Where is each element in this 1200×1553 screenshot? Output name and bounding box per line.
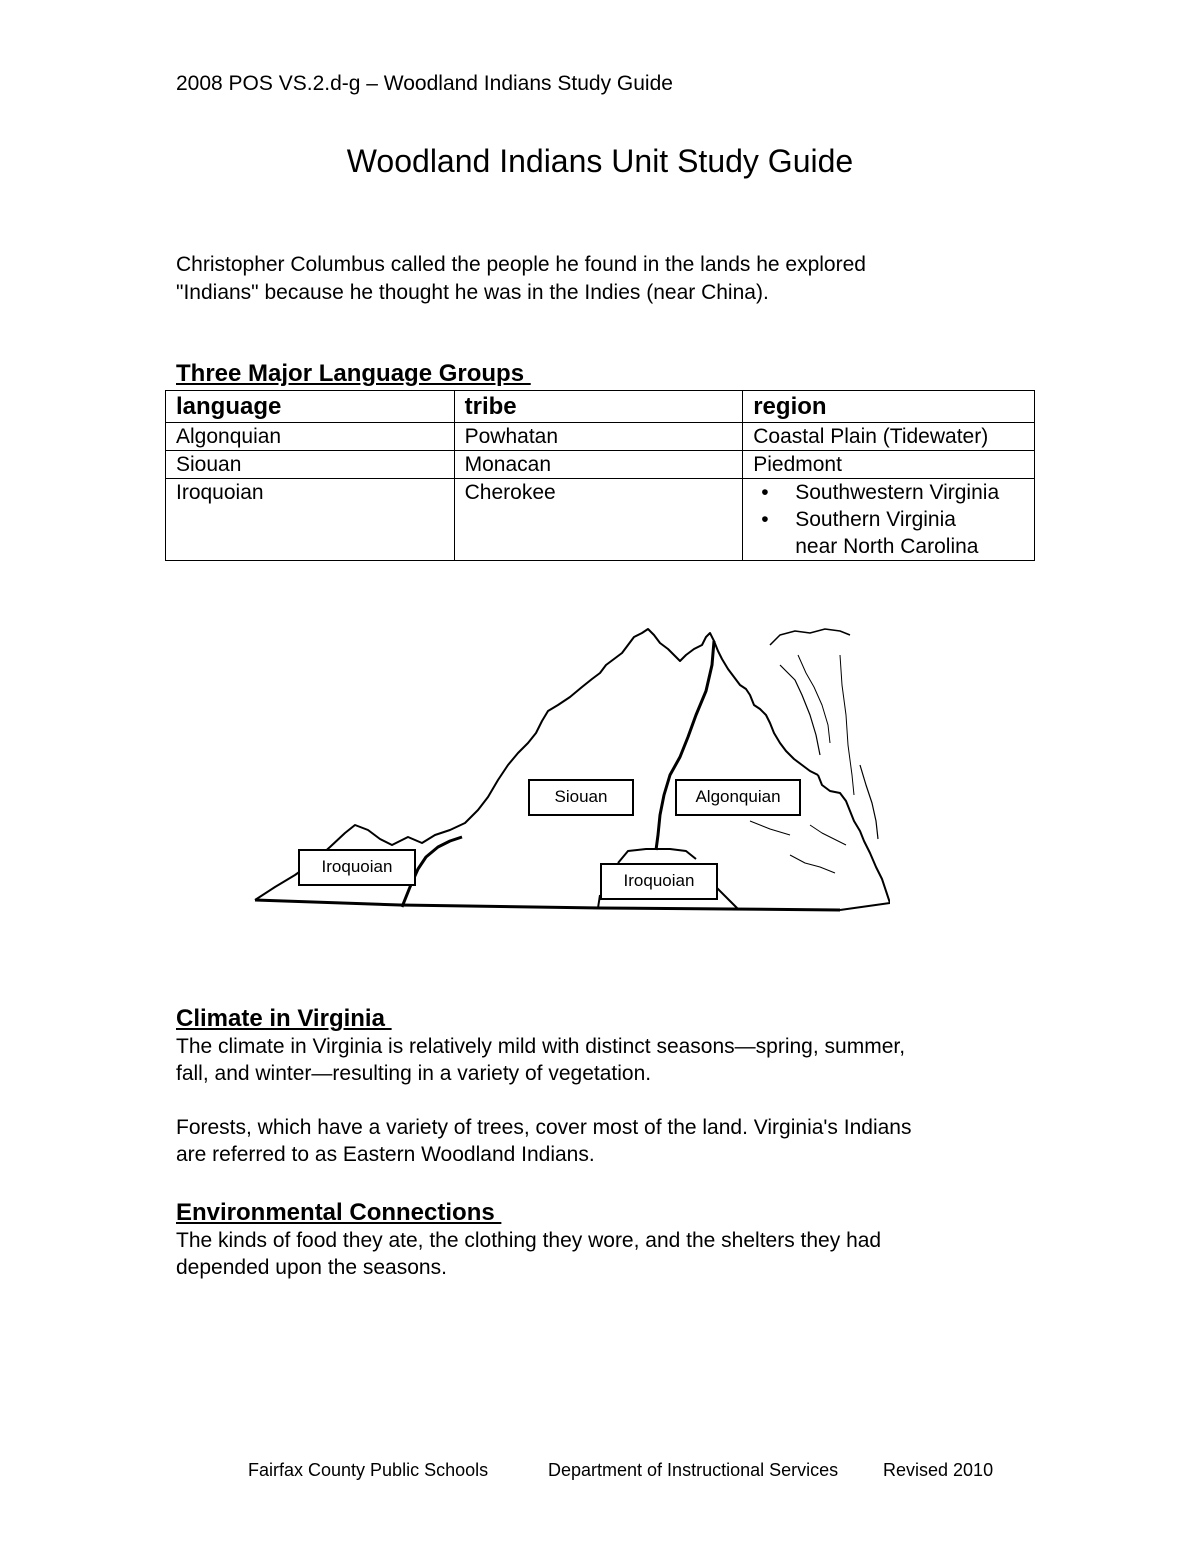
- table-row: [166, 451, 1035, 479]
- environment-text-line: depended upon the seasons.: [176, 1256, 447, 1279]
- cell-region: [743, 479, 1035, 561]
- cell-tribe: Monacan: [454, 451, 743, 479]
- cell-tribe: Cherokee: [454, 479, 743, 561]
- cell-region: Coastal Plain (Tidewater): [743, 423, 1035, 451]
- column-header-region: region: [743, 391, 1035, 423]
- table-row: [166, 479, 1035, 561]
- intro-paragraph: [176, 251, 1036, 307]
- intro-line: Christopher Columbus called the people he found in the lands he explored: [176, 253, 866, 276]
- region-list: [749, 479, 1024, 560]
- cell-tribe: Powhatan: [454, 423, 743, 451]
- footer-right: Revised 2010: [883, 1460, 994, 1480]
- environment-heading: Environmental Connections: [176, 1199, 502, 1226]
- climate-text-line: fall, and winter—resulting in a variety of vegetation.: [176, 1062, 652, 1085]
- environment-text-line: The kinds of food they ate, the clothing they wore, and the shelters they had: [176, 1229, 882, 1252]
- climate-text-line: Forests, which have a variety of trees, cover most of the land. Virginia's Indians: [176, 1116, 912, 1139]
- footer-left: Fairfax County Public Schools: [248, 1460, 489, 1480]
- map-label-algonquian: Algonquian: [675, 779, 801, 816]
- region-list-item: • Southwestern Virginia: [761, 481, 1000, 504]
- intro-line: "Indians" because he thought he was in the Indies (near China).: [176, 281, 769, 304]
- virginia-language-map: [250, 625, 890, 915]
- climate-heading: Climate in Virginia: [176, 1005, 392, 1032]
- table-row: [166, 423, 1035, 451]
- cell-region: Piedmont: [743, 451, 1035, 479]
- map-label-iroquoian-west: Iroquoian: [298, 849, 416, 886]
- running-header: 2008 POS VS.2.d-g – Woodland Indians Study Guide: [176, 72, 673, 95]
- language-groups-heading: Three Major Language Groups: [176, 360, 531, 387]
- cell-language: Algonquian: [166, 423, 455, 451]
- cell-language: Siouan: [166, 451, 455, 479]
- cell-language: Iroquoian: [166, 479, 455, 561]
- table-header-row: [166, 391, 1035, 423]
- environment-section: [176, 1199, 1036, 1281]
- map-label-siouan: Siouan: [528, 779, 634, 816]
- page-title: Woodland Indians Unit Study Guide: [346, 143, 854, 179]
- climate-section: [176, 1005, 1036, 1168]
- climate-text-line: The climate in Virginia is relatively mild with distinct seasons—spring, summer,: [176, 1035, 906, 1058]
- column-header-tribe: tribe: [454, 391, 743, 423]
- bullet-icon: •: [761, 508, 769, 531]
- climate-text-line: are referred to as Eastern Woodland Indians.: [176, 1143, 595, 1166]
- bullet-icon: •: [761, 481, 769, 504]
- region-list-item: • Southern Virginia near North Carolina: [761, 508, 979, 558]
- map-label-iroquoian-south: Iroquoian: [600, 863, 718, 900]
- column-header-language: language: [166, 391, 455, 423]
- language-groups-table: [165, 390, 1035, 561]
- footer-center: Department of Instructional Services: [548, 1460, 839, 1480]
